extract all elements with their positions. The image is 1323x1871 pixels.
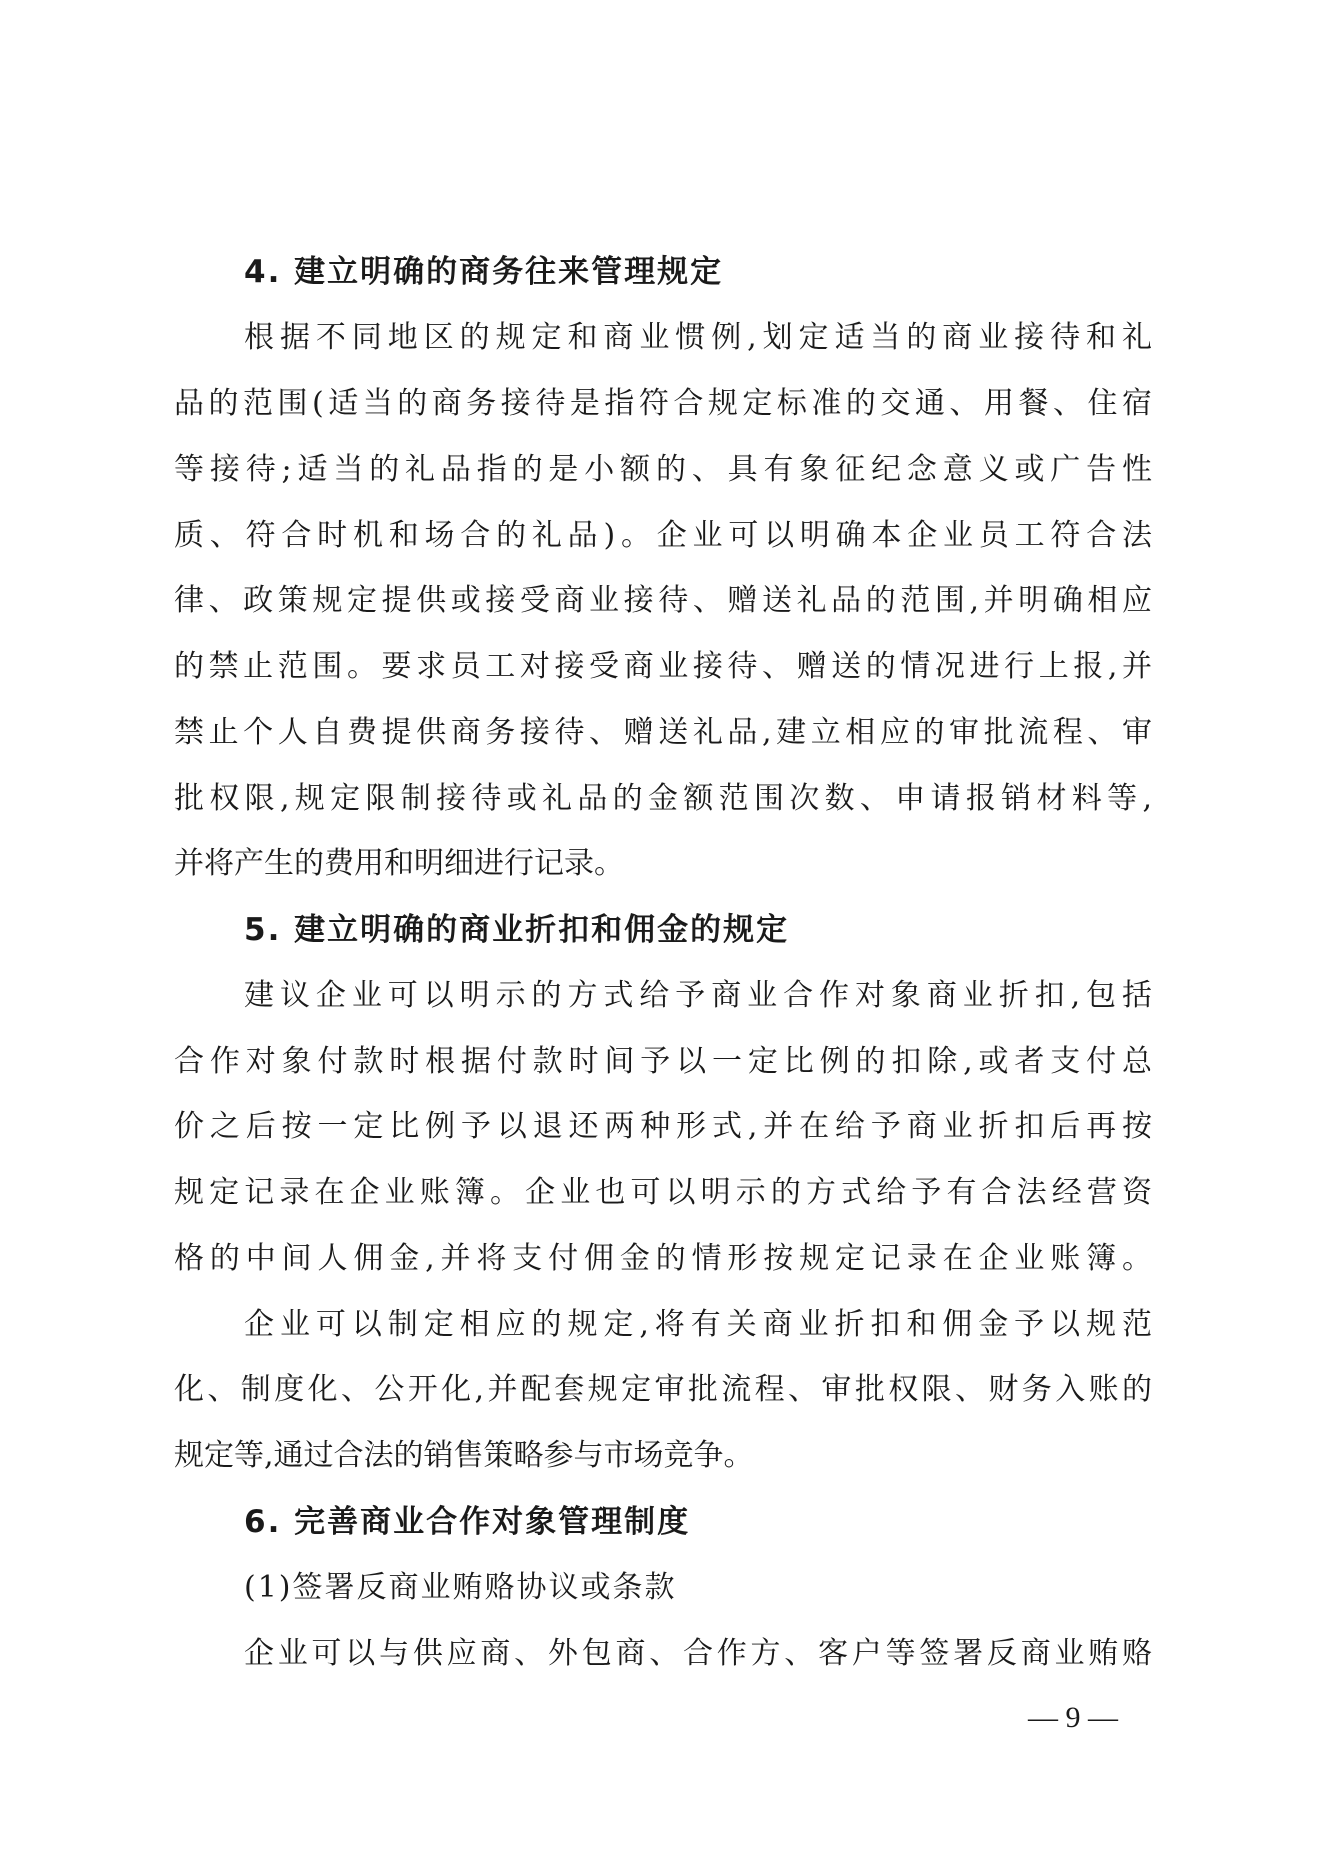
paragraph-line: 的禁止范围。要求员工对接受商业接待、赠送的情况进行上报,并 bbox=[174, 649, 1152, 684]
section-heading: 6. 完善商业合作对象管理制度 bbox=[244, 1504, 691, 1540]
paragraph-line: 质、符合时机和场合的礼品)。企业可以明确本企业员工符合法 bbox=[174, 518, 1152, 553]
paragraph-line: 品的范围(适当的商务接待是指符合规定标准的交通、用餐、住宿 bbox=[174, 386, 1152, 421]
section-heading: 4. 建立明确的商务往来管理规定 bbox=[244, 254, 724, 290]
section-heading: 5. 建立明确的商业折扣和佣金的规定 bbox=[244, 912, 790, 948]
paragraph-line: 企业可以制定相应的规定,将有关商业折扣和佣金予以规范 bbox=[244, 1307, 1152, 1342]
paragraph-line: 化、制度化、公开化,并配套规定审批流程、审批权限、财务入账的 bbox=[174, 1372, 1152, 1407]
paragraph-line: 根据不同地区的规定和商业惯例,划定适当的商业接待和礼 bbox=[244, 320, 1152, 355]
paragraph-line: 禁止个人自费提供商务接待、赠送礼品,建立相应的审批流程、审 bbox=[174, 715, 1152, 750]
paragraph-line: 格的中间人佣金,并将支付佣金的情形按规定记录在企业账簿。 bbox=[174, 1241, 1152, 1276]
paragraph-line: 批权限,规定限制接待或礼品的金额范围次数、申请报销材料等, bbox=[174, 781, 1152, 816]
paragraph-line: 等接待;适当的礼品指的是小额的、具有象征纪念意义或广告性 bbox=[174, 452, 1152, 487]
paragraph-line: 价之后按一定比例予以退还两种形式,并在给予商业折扣后再按 bbox=[174, 1109, 1152, 1144]
paragraph-line: 合作对象付款时根据付款时间予以一定比例的扣除,或者支付总 bbox=[174, 1044, 1152, 1079]
paragraph-line: 规定记录在企业账簿。企业也可以明示的方式给予有合法经营资 bbox=[174, 1175, 1152, 1210]
paragraph-line: 企业可以与供应商、外包商、合作方、客户等签署反商业贿赂 bbox=[244, 1636, 1152, 1671]
paragraph-line: 建议企业可以明示的方式给予商业合作对象商业折扣,包括 bbox=[244, 978, 1152, 1013]
paragraph-line: 律、政策规定提供或接受商业接待、赠送礼品的范围,并明确相应 bbox=[174, 583, 1152, 618]
paragraph-line: 并将产生的费用和明细进行记录。 bbox=[174, 846, 624, 881]
subsection-heading: (1)签署反商业贿赂协议或条款 bbox=[244, 1570, 677, 1605]
paragraph-line: 规定等,通过合法的销售策略参与市场竞争。 bbox=[174, 1438, 754, 1473]
page-number: — 9 — bbox=[1028, 1701, 1118, 1734]
